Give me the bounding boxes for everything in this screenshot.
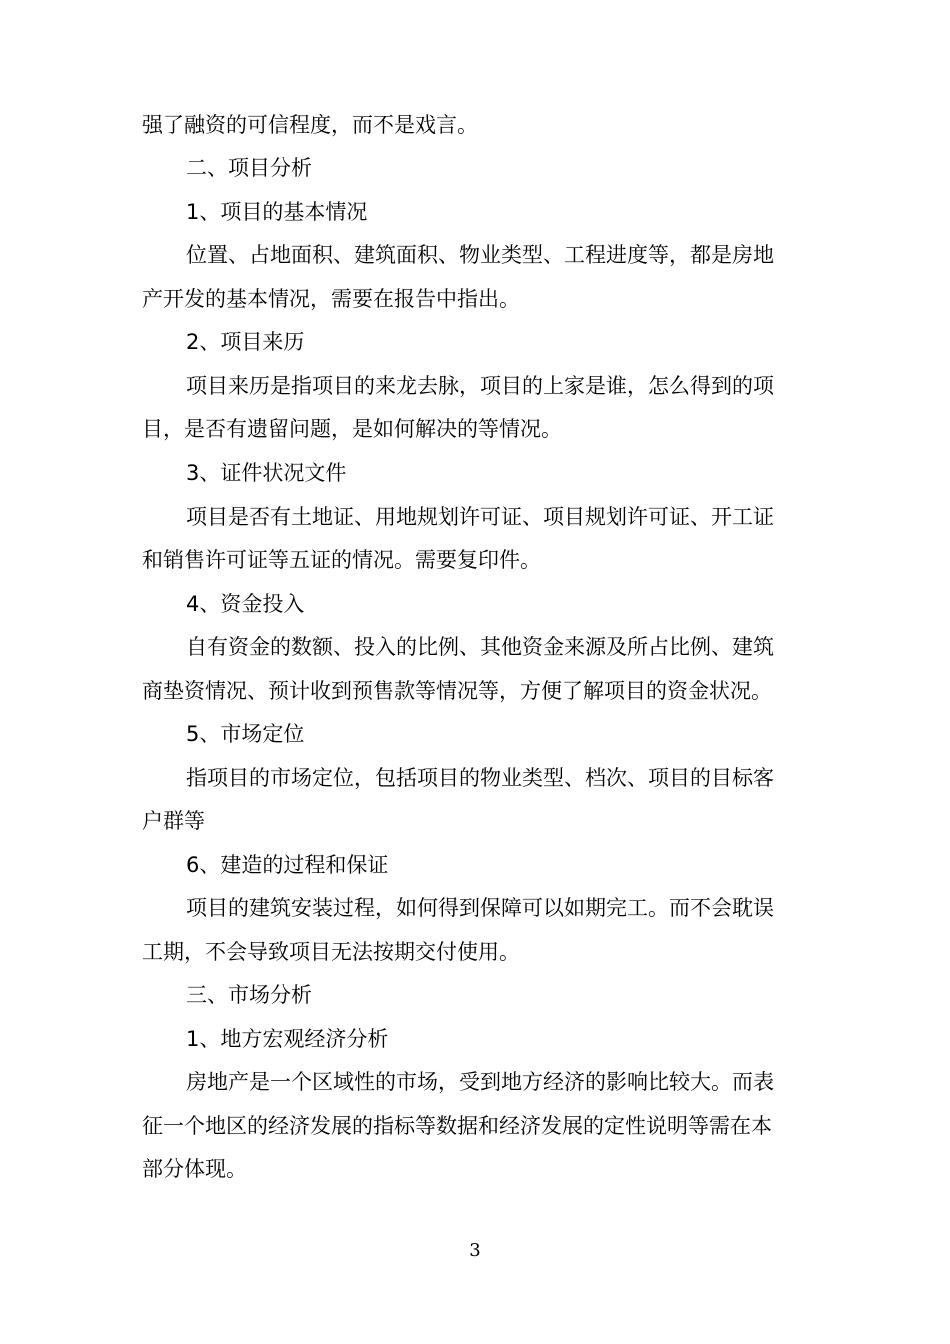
text-line: 工期，不会导致项目无法按期交付使用。 bbox=[142, 940, 520, 964]
subsection-heading: 2、项目来历 bbox=[186, 330, 305, 354]
section-heading: 三、市场分析 bbox=[186, 983, 312, 1007]
text-line: 户群等 bbox=[142, 809, 205, 833]
text-line: 指项目的市场定位，包括项目的物业类型、档次、项目的目标客 bbox=[186, 766, 774, 790]
text-line: 和销售许可证等五证的情况。需要复印件。 bbox=[142, 548, 541, 572]
text-line: 商垫资情况、预计收到预售款等情况等，方便了解项目的资金状况。 bbox=[142, 679, 772, 703]
section-heading: 二、项目分析 bbox=[186, 156, 312, 180]
text-line: 强了融资的可信程度，而不是戏言。 bbox=[142, 113, 478, 137]
text-line: 项目是否有土地证、用地规划许可证、项目规划许可证、开工证 bbox=[186, 505, 774, 529]
text-line: 产开发的基本情况，需要在报告中指出。 bbox=[142, 287, 520, 311]
subsection-heading: 3、证件状况文件 bbox=[186, 461, 347, 485]
text-line: 部分体现。 bbox=[142, 1157, 247, 1181]
text-line: 自有资金的数额、投入的比例、其他资金来源及所占比例、建筑 bbox=[186, 635, 774, 659]
subsection-heading: 5、市场定位 bbox=[186, 722, 305, 746]
subsection-heading: 4、资金投入 bbox=[186, 592, 305, 616]
text-line: 项目的建筑安装过程，如何得到保障可以如期完工。而不会耽误 bbox=[186, 896, 774, 920]
subsection-heading: 6、建造的过程和保证 bbox=[186, 853, 389, 877]
text-line: 房地产是一个区域性的市场，受到地方经济的影响比较大。而表 bbox=[186, 1070, 774, 1094]
subsection-heading: 1、地方宏观经济分析 bbox=[186, 1027, 389, 1051]
text-line: 征一个地区的经济发展的指标等数据和经济发展的定性说明等需在本 bbox=[142, 1114, 772, 1138]
subsection-heading: 1、项目的基本情况 bbox=[186, 200, 368, 224]
page-number: 3 bbox=[469, 1240, 481, 1261]
text-line: 位置、占地面积、建筑面积、物业类型、工程进度等，都是房地 bbox=[186, 243, 774, 267]
text-line: 目，是否有遗留问题，是如何解决的等情况。 bbox=[142, 417, 562, 441]
text-line: 项目来历是指项目的来龙去脉，项目的上家是谁，怎么得到的项 bbox=[186, 374, 774, 398]
